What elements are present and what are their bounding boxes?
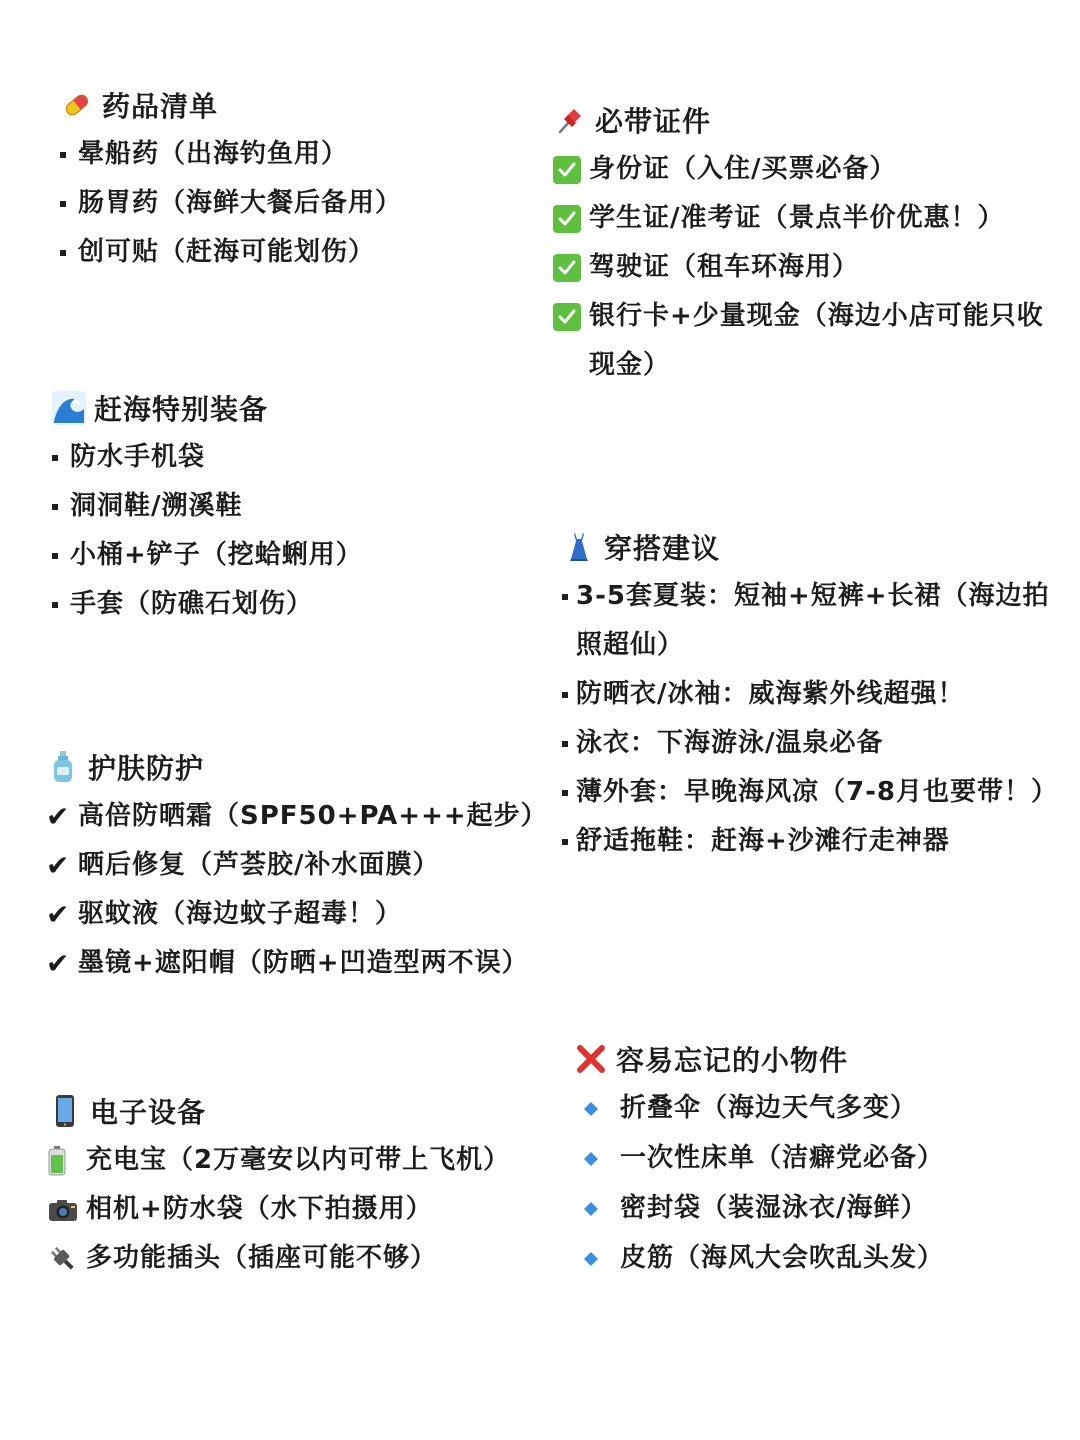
list-item-text: 相机+防水袋（水下拍摄用） — [86, 1194, 433, 1224]
section-gear — [52, 383, 522, 629]
check-mark-icon: ✔ — [46, 849, 71, 882]
list-item-text: 晒后修复（芦荟胶/补水面膜） — [78, 850, 440, 880]
bullet-square-icon — [60, 250, 66, 256]
section-heading — [52, 383, 522, 433]
small-blue-diamond-icon — [584, 1102, 598, 1116]
list-item — [52, 482, 522, 531]
section-skincare — [46, 742, 546, 988]
check-mark-button-icon — [553, 254, 581, 282]
bullet-square-icon — [562, 692, 568, 698]
section-title: 赶海特别装备 — [94, 393, 269, 426]
list-item — [574, 1084, 1064, 1134]
list-item-text: 防水手机袋 — [70, 442, 206, 472]
battery-icon — [48, 1146, 66, 1176]
list-item — [562, 670, 1072, 719]
list-item-text: 身份证（入住/买票必备） — [589, 154, 897, 184]
list-item — [46, 890, 546, 939]
check-mark-button-icon — [553, 205, 581, 233]
section-title: 穿搭建议 — [604, 532, 721, 565]
pushpin-icon — [553, 103, 587, 137]
list-item-text: 折叠伞（海边天气多变） — [620, 1093, 918, 1123]
list-item — [52, 531, 522, 580]
list-item-text: 手套（防礁石划伤） — [70, 589, 314, 619]
list-item-text: 一次性床单（洁癖党必备） — [620, 1143, 945, 1173]
check-mark-icon: ✔ — [46, 947, 71, 980]
section-title: 电子设备 — [90, 1096, 207, 1129]
list-item-text: 创可贴（赶海可能划伤） — [78, 237, 376, 267]
list-item — [46, 792, 546, 841]
section-heading — [562, 522, 1072, 572]
check-mark-icon: ✔ — [46, 800, 71, 833]
section-title: 容易忘记的小物件 — [616, 1044, 849, 1077]
list-item — [48, 1234, 548, 1283]
bullet-square-icon — [52, 455, 58, 461]
list-item-text: 薄外套：早晚海风凉（7-8月也要带！） — [576, 777, 1058, 807]
mobile-phone-icon — [48, 1094, 82, 1128]
section-heading — [574, 1034, 1064, 1084]
list-item — [60, 130, 530, 179]
section-title: 必带证件 — [595, 105, 712, 138]
list-item-text: 驱蚊液（海边蚊子超毒！） — [78, 899, 403, 929]
section-medicine — [60, 80, 530, 277]
camera-icon — [48, 1198, 78, 1222]
section-documents — [553, 95, 1063, 390]
cross-mark-icon — [574, 1042, 608, 1076]
bullet-square-icon — [52, 553, 58, 559]
list-item — [574, 1134, 1064, 1184]
check-mark-icon: ✔ — [46, 898, 71, 931]
list-item — [48, 1136, 548, 1185]
list-item-text: 皮筋（海风大会吹乱头发） — [620, 1243, 945, 1273]
small-blue-diamond-icon — [584, 1202, 598, 1216]
list-item — [46, 939, 546, 988]
list-item-text: 多功能插头（插座可能不够） — [86, 1243, 438, 1273]
lotion-bottle-icon — [46, 750, 80, 784]
section-heading — [60, 80, 530, 130]
list-item — [60, 179, 530, 228]
bullet-square-icon — [562, 839, 568, 845]
section-electronics — [48, 1086, 548, 1283]
list-item-text: 充电宝（2万毫安以内可带上飞机） — [86, 1145, 511, 1175]
list-item — [553, 145, 1063, 194]
check-mark-button-icon — [553, 156, 581, 184]
section-forgotten — [574, 1034, 1064, 1284]
list-item-text: 驾驶证（租车环海用） — [589, 252, 860, 282]
section-heading — [46, 742, 546, 792]
list-item-text: 肠胃药（海鲜大餐后备用） — [78, 188, 403, 218]
list-item — [574, 1184, 1064, 1234]
list-item — [574, 1234, 1064, 1284]
list-item-text: 防晒衣/冰袖：威海紫外线超强！ — [576, 679, 965, 709]
list-item — [562, 572, 1072, 670]
list-item-text: 高倍防晒霜（SPF50+PA+++起步） — [78, 801, 548, 831]
check-mark-button-icon — [553, 303, 581, 331]
list-item — [52, 433, 522, 482]
bullet-square-icon — [562, 790, 568, 796]
list-item — [46, 841, 546, 890]
list-item — [562, 719, 1072, 768]
pill-icon — [60, 88, 94, 122]
electric-plug-icon — [48, 1244, 78, 1274]
section-title: 药品清单 — [102, 90, 219, 123]
list-item — [553, 194, 1063, 243]
list-item-text: 泳衣：下海游泳/温泉必备 — [576, 728, 884, 758]
list-item-text: 晕船药（出海钓鱼用） — [78, 139, 349, 169]
bullet-square-icon — [52, 504, 58, 510]
section-outfit — [562, 522, 1072, 866]
list-item — [60, 228, 530, 277]
small-blue-diamond-icon — [584, 1152, 598, 1166]
bullet-square-icon — [52, 602, 58, 608]
section-title: 护肤防护 — [88, 752, 205, 785]
bullet-square-icon — [60, 152, 66, 158]
list-item-text: 舒适拖鞋：赶海+沙滩行走神器 — [576, 826, 950, 856]
dress-icon — [562, 530, 596, 564]
small-blue-diamond-icon — [584, 1252, 598, 1266]
list-item — [48, 1185, 548, 1234]
list-item — [52, 580, 522, 629]
wave-icon — [52, 391, 86, 425]
list-item — [562, 817, 1072, 866]
list-item-text: 墨镜+遮阳帽（防晒+凹造型两不误） — [78, 948, 529, 978]
list-item-text: 3-5套夏装：短袖+短裤+长裙（海边拍照超仙） — [576, 581, 1050, 660]
section-heading — [553, 95, 1063, 145]
section-heading — [48, 1086, 548, 1136]
list-item-text: 银行卡+少量现金（海边小店可能只收现金） — [589, 301, 1044, 380]
list-item-text: 小桶+铲子（挖蛤蜊用） — [70, 540, 363, 570]
list-item — [562, 768, 1072, 817]
bullet-square-icon — [562, 741, 568, 747]
bullet-square-icon — [60, 201, 66, 207]
list-item — [553, 292, 1063, 390]
list-item-text: 学生证/准考证（景点半价优惠！） — [589, 203, 1005, 233]
list-item-text: 洞洞鞋/溯溪鞋 — [70, 491, 243, 521]
list-item-text: 密封袋（装湿泳衣/海鲜） — [620, 1193, 928, 1223]
bullet-square-icon — [562, 594, 568, 600]
list-item — [553, 243, 1063, 292]
